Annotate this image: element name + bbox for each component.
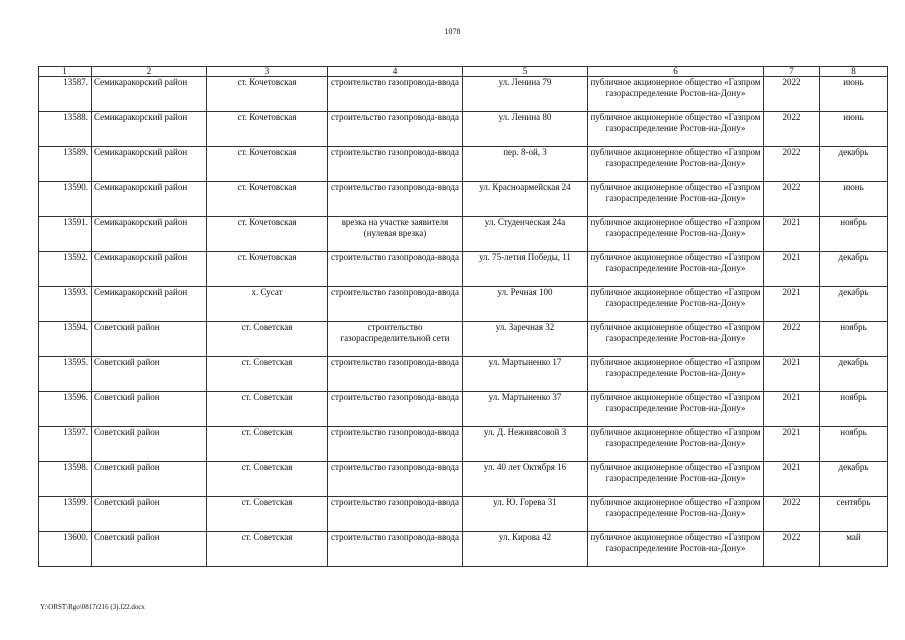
cell-work-type: строительство газопровода-ввода [328, 427, 463, 462]
cell-month: ноябрь [820, 392, 888, 427]
cell-address: ул. Ю. Горева 31 [463, 497, 588, 532]
cell-month: июнь [820, 77, 888, 112]
table-row [39, 427, 888, 462]
cell-district: Советский район [92, 497, 207, 532]
cell-district: Советский район [92, 427, 207, 462]
cell-address: ул. Речная 100 [463, 287, 588, 322]
cell-month: ноябрь [820, 322, 888, 357]
cell-locality: х. Сусат [207, 287, 328, 322]
cell-work-type: строительство газопровода-ввода [328, 252, 463, 287]
cell-address: ул. Красноармейская 24 [463, 182, 588, 217]
cell-locality: ст. Советская [207, 392, 328, 427]
cell-address: ул. 75-летия Победы, 11 [463, 252, 588, 287]
table-row [39, 217, 888, 252]
column-header-6: 6 [588, 67, 764, 77]
cell-year: 2022 [764, 497, 820, 532]
cell-district: Семикаракорский район [92, 182, 207, 217]
cell-organization: публичное акционерное общество «Газпром газораспределение Ростов-на-Дону» [588, 532, 764, 567]
cell-work-type: строительство газопровода-ввода [328, 77, 463, 112]
cell-number: 13592. [39, 252, 92, 287]
cell-year: 2022 [764, 322, 820, 357]
cell-locality: ст. Кочетовская [207, 147, 328, 182]
cell-organization: публичное акционерное общество «Газпром газораспределение Ростов-на-Дону» [588, 322, 764, 357]
cell-month: сентябрь [820, 497, 888, 532]
cell-work-type: строительство газопровода-ввода [328, 497, 463, 532]
cell-work-type: строительство газопровода-ввода [328, 532, 463, 567]
cell-work-type: строительство газопровода-ввода [328, 462, 463, 497]
column-header-5: 5 [463, 67, 588, 77]
cell-year: 2021 [764, 427, 820, 462]
table-row [39, 77, 888, 112]
column-header-4: 4 [328, 67, 463, 77]
cell-organization: публичное акционерное общество «Газпром газораспределение Ростов-на-Дону» [588, 392, 764, 427]
page-number: 1078 [444, 27, 461, 36]
table-row [39, 182, 888, 217]
table-row [39, 532, 888, 567]
cell-district: Советский район [92, 462, 207, 497]
column-header-3: 3 [207, 67, 328, 77]
cell-work-type: строительство газопровода-ввода [328, 112, 463, 147]
cell-work-type: строительство газопровода-ввода [328, 392, 463, 427]
cell-organization: публичное акционерное общество «Газпром газораспределение Ростов-на-Дону» [588, 77, 764, 112]
header-row [39, 67, 888, 77]
column-header-2: 2 [92, 67, 207, 77]
cell-month: ноябрь [820, 217, 888, 252]
cell-locality: ст. Кочетовская [207, 252, 328, 287]
table-row [39, 497, 888, 532]
cell-month: декабрь [820, 147, 888, 182]
cell-year: 2021 [764, 252, 820, 287]
registry-table [38, 66, 888, 567]
table-row [39, 322, 888, 357]
cell-district: Семикаракорский район [92, 287, 207, 322]
cell-month: декабрь [820, 252, 888, 287]
cell-locality: ст. Кочетовская [207, 182, 328, 217]
cell-organization: публичное акционерное общество «Газпром газораспределение Ростов-на-Дону» [588, 287, 764, 322]
cell-locality: ст. Советская [207, 357, 328, 392]
cell-month: ноябрь [820, 427, 888, 462]
cell-organization: публичное акционерное общество «Газпром газораспределение Ростов-на-Дону» [588, 497, 764, 532]
cell-number: 13591. [39, 217, 92, 252]
cell-organization: публичное акционерное общество «Газпром газораспределение Ростов-на-Дону» [588, 217, 764, 252]
footer-file-path: Y:\ORST\Rgo\0817r216 (3).f22.docx [40, 603, 145, 611]
cell-address: ул. Студенческая 24а [463, 217, 588, 252]
cell-work-type: строительство газопровода-ввода [328, 182, 463, 217]
cell-number: 13595. [39, 357, 92, 392]
cell-month: декабрь [820, 357, 888, 392]
cell-year: 2021 [764, 357, 820, 392]
cell-locality: ст. Советская [207, 532, 328, 567]
table-body [39, 77, 888, 567]
cell-month: декабрь [820, 462, 888, 497]
cell-district: Семикаракорский район [92, 217, 207, 252]
cell-locality: ст. Кочетовская [207, 112, 328, 147]
cell-address: ул. Мартыненко 37 [463, 392, 588, 427]
cell-work-type: врезка на участке заявителя (нулевая врезка) [328, 217, 463, 252]
cell-year: 2022 [764, 112, 820, 147]
cell-address: ул. Ленина 80 [463, 112, 588, 147]
cell-number: 13588. [39, 112, 92, 147]
table-row [39, 462, 888, 497]
cell-number: 13600. [39, 532, 92, 567]
cell-district: Семикаракорский район [92, 112, 207, 147]
cell-district: Семикаракорский район [92, 252, 207, 287]
cell-month: декабрь [820, 287, 888, 322]
cell-work-type: строительство газопровода-ввода [328, 357, 463, 392]
cell-number: 13590. [39, 182, 92, 217]
cell-locality: ст. Советская [207, 322, 328, 357]
cell-district: Семикаракорский район [92, 147, 207, 182]
cell-address: ул. Заречная 32 [463, 322, 588, 357]
cell-organization: публичное акционерное общество «Газпром газораспределение Ростов-на-Дону» [588, 462, 764, 497]
cell-year: 2022 [764, 182, 820, 217]
column-header-8: 8 [820, 67, 888, 77]
cell-number: 13587. [39, 77, 92, 112]
cell-work-type: строительство газораспределительной сети [328, 322, 463, 357]
cell-address: ул. 40 лет Октября 16 [463, 462, 588, 497]
cell-number: 13589. [39, 147, 92, 182]
cell-address: пер. 8-ой, 3 [463, 147, 588, 182]
cell-year: 2021 [764, 217, 820, 252]
cell-year: 2022 [764, 147, 820, 182]
cell-district: Советский район [92, 532, 207, 567]
cell-year: 2021 [764, 462, 820, 497]
table-row [39, 112, 888, 147]
column-header-1: 1 [39, 67, 92, 77]
cell-number: 13594. [39, 322, 92, 357]
cell-district: Семикаракорский район [92, 77, 207, 112]
cell-address: ул. Мартыненко 17 [463, 357, 588, 392]
cell-organization: публичное акционерное общество «Газпром газораспределение Ростов-на-Дону» [588, 252, 764, 287]
cell-number: 13598. [39, 462, 92, 497]
table-header [39, 67, 888, 77]
cell-year: 2021 [764, 392, 820, 427]
cell-organization: публичное акционерное общество «Газпром газораспределение Ростов-на-Дону» [588, 147, 764, 182]
cell-locality: ст. Советская [207, 462, 328, 497]
cell-year: 2021 [764, 287, 820, 322]
cell-locality: ст. Кочетовская [207, 217, 328, 252]
table-row [39, 392, 888, 427]
cell-address: ул. Кирова 42 [463, 532, 588, 567]
cell-number: 13596. [39, 392, 92, 427]
cell-address: ул. Д. Неживясовой 3 [463, 427, 588, 462]
cell-number: 13599. [39, 497, 92, 532]
table-row [39, 357, 888, 392]
cell-organization: публичное акционерное общество «Газпром газораспределение Ростов-на-Дону» [588, 427, 764, 462]
cell-work-type: строительство газопровода-ввода [328, 147, 463, 182]
cell-month: май [820, 532, 888, 567]
table-row [39, 287, 888, 322]
cell-locality: ст. Советская [207, 497, 328, 532]
column-header-7: 7 [764, 67, 820, 77]
cell-district: Советский район [92, 322, 207, 357]
cell-number: 13593. [39, 287, 92, 322]
cell-month: июнь [820, 112, 888, 147]
cell-number: 13597. [39, 427, 92, 462]
cell-locality: ст. Кочетовская [207, 77, 328, 112]
cell-organization: публичное акционерное общество «Газпром газораспределение Ростов-на-Дону» [588, 182, 764, 217]
cell-locality: ст. Советская [207, 427, 328, 462]
table-row [39, 147, 888, 182]
cell-district: Советский район [92, 392, 207, 427]
cell-organization: публичное акционерное общество «Газпром газораспределение Ростов-на-Дону» [588, 112, 764, 147]
cell-organization: публичное акционерное общество «Газпром газораспределение Ростов-на-Дону» [588, 357, 764, 392]
cell-year: 2022 [764, 532, 820, 567]
cell-address: ул. Ленина 79 [463, 77, 588, 112]
cell-work-type: строительство газопровода-ввода [328, 287, 463, 322]
cell-district: Советский район [92, 357, 207, 392]
cell-month: июнь [820, 182, 888, 217]
cell-year: 2022 [764, 77, 820, 112]
table-row [39, 252, 888, 287]
